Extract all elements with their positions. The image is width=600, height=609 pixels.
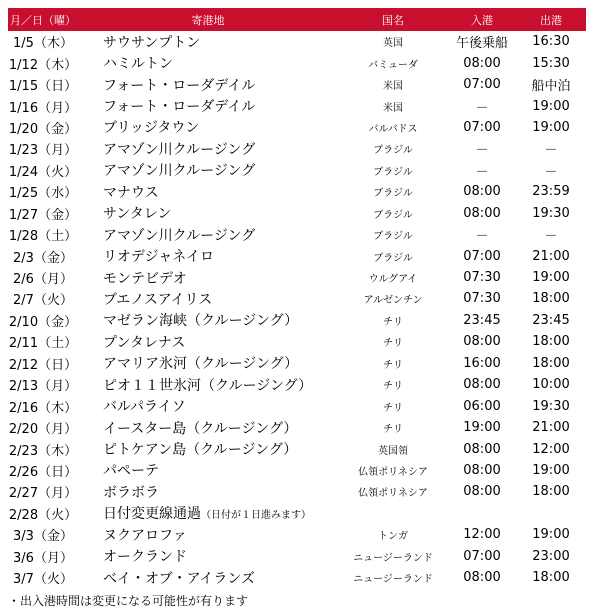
row-country: チリ xyxy=(383,359,403,371)
row-depart: 21:00 xyxy=(532,248,570,264)
row-port xyxy=(78,160,338,180)
row-country: ブラジル xyxy=(373,252,413,264)
row-date: 2/11（土） xyxy=(8,336,78,352)
row-date: 1/16（月） xyxy=(8,100,78,116)
row-depart: 19:00 xyxy=(532,270,570,286)
row-port xyxy=(78,32,338,52)
row-country: 米国 xyxy=(383,102,403,114)
row-date: 1/12（木） xyxy=(8,57,78,73)
row-depart: 12:00 xyxy=(532,441,570,457)
row-arrive: 08:00 xyxy=(463,484,501,500)
row-arrive: 08:00 xyxy=(463,55,501,71)
row-port xyxy=(78,353,338,373)
row-date: 1/20（金） xyxy=(8,121,78,137)
row-arrive: 06:00 xyxy=(463,398,501,414)
row-arrive: 07:00 xyxy=(463,77,501,93)
row-date: 2/10（金） xyxy=(8,314,78,330)
row-port xyxy=(78,182,338,202)
row-depart: 19:30 xyxy=(532,398,570,414)
table-row xyxy=(8,331,586,352)
row-port xyxy=(78,482,338,502)
row-port xyxy=(78,503,338,523)
row-depart: 21:00 xyxy=(532,420,570,436)
row-port-name: アマリア氷河（クルージング） xyxy=(103,356,299,373)
row-port-name: ベイ・オブ・アイランズ xyxy=(103,570,255,587)
row-country: ブラジル xyxy=(373,231,413,243)
row-port xyxy=(78,96,338,116)
row-country: ブラジル xyxy=(373,209,413,221)
row-port-note: （日付が１日進みます） xyxy=(201,510,311,522)
table-row xyxy=(8,224,586,245)
row-depart: 19:00 xyxy=(532,462,570,478)
row-port-name: プンタレナス xyxy=(103,334,186,351)
row-arrive: 07:30 xyxy=(463,270,501,286)
row-date: 3/7（火） xyxy=(13,572,73,588)
row-date: 1/5（木） xyxy=(13,36,73,52)
row-port xyxy=(78,268,338,288)
row-depart: 23:45 xyxy=(532,312,570,328)
row-port-name: ボラボラ xyxy=(103,484,159,501)
row-depart: － xyxy=(544,229,558,245)
table-row xyxy=(8,95,586,116)
row-country: ニュージーランド xyxy=(353,552,433,564)
row-arrive: 08:00 xyxy=(463,462,501,478)
row-port-name: バルパライソ xyxy=(103,399,186,416)
row-arrive: 08:00 xyxy=(463,570,501,586)
row-port xyxy=(78,418,338,438)
row-depart: 19:00 xyxy=(532,527,570,543)
row-port xyxy=(78,310,338,330)
row-arrive: 午後乗船 xyxy=(455,36,508,52)
row-port-name: サウサンプトン xyxy=(103,34,201,51)
row-country: ブラジル xyxy=(373,188,413,200)
row-date: 1/24（火） xyxy=(8,164,78,180)
row-depart: 18:00 xyxy=(532,291,570,307)
row-date: 1/27（金） xyxy=(8,207,78,223)
row-port xyxy=(78,460,338,480)
row-port-name: ハミルトン xyxy=(103,56,173,73)
row-port-name: ブリッジタウン xyxy=(103,120,200,137)
table-row xyxy=(8,288,586,309)
table-row xyxy=(8,181,586,202)
table-row xyxy=(8,160,586,181)
row-country: チリ xyxy=(383,402,403,414)
row-depart: － xyxy=(544,164,558,180)
row-country: ブラジル xyxy=(373,145,413,157)
row-arrive: － xyxy=(475,143,489,159)
row-port xyxy=(78,439,338,459)
row-country: ウルグアイ xyxy=(368,274,418,286)
row-port-name: フォート・ローダデイル xyxy=(103,99,256,116)
row-depart: 15:30 xyxy=(532,55,570,71)
row-port xyxy=(78,53,338,73)
row-port-name: ピトケアン島（クルージング） xyxy=(103,442,298,459)
header-date: 月／日（曜） xyxy=(10,13,76,27)
table-row xyxy=(8,567,586,588)
header-arrive: 入港 xyxy=(471,13,493,27)
row-depart: 18:00 xyxy=(532,334,570,350)
row-arrive: 12:00 xyxy=(463,527,501,543)
row-port-name: アマゾン川クルージング xyxy=(103,227,256,244)
table-row xyxy=(8,138,586,159)
row-arrive: 07:00 xyxy=(463,548,501,564)
row-country: ニュージーランド xyxy=(353,574,433,586)
row-port-name: マゼラン海峡（クルージング） xyxy=(103,313,299,330)
row-port xyxy=(78,225,338,245)
table-row xyxy=(8,74,586,95)
row-depart: 16:30 xyxy=(532,34,570,50)
table-row xyxy=(8,310,586,331)
row-country: チリ xyxy=(383,338,403,350)
row-date: 2/7（火） xyxy=(13,293,73,309)
row-arrive: － xyxy=(475,164,489,180)
header-port: 寄港地 xyxy=(191,13,225,27)
row-country: チリ xyxy=(383,316,403,328)
row-country: トンガ xyxy=(378,531,408,543)
row-arrive: － xyxy=(475,229,489,245)
row-port-name: マナウス xyxy=(103,184,159,201)
row-arrive: 07:30 xyxy=(463,291,501,307)
row-port-name: ブエノスアイリス xyxy=(103,291,213,308)
row-date: 2/26（日） xyxy=(8,464,78,480)
row-port-name: フォート・ローダデイル xyxy=(103,77,256,94)
row-depart: 23:59 xyxy=(532,184,570,200)
row-port-name: パペーテ xyxy=(103,463,159,480)
row-country: 英国 xyxy=(383,38,403,50)
header-country: 国名 xyxy=(382,13,404,27)
row-port-name: アマゾン川クルージング xyxy=(103,163,256,180)
row-country: 米国 xyxy=(383,81,403,93)
row-depart: 18:00 xyxy=(532,484,570,500)
row-port xyxy=(78,546,338,566)
table-row xyxy=(8,460,586,481)
table-row xyxy=(8,267,586,288)
table-row xyxy=(8,524,586,545)
table-header xyxy=(8,8,586,31)
row-port-name: リオデジャネイロ xyxy=(103,249,215,266)
header-depart: 出港 xyxy=(540,13,562,27)
row-port xyxy=(78,139,338,159)
row-date: 1/28（土） xyxy=(8,229,78,245)
row-date: 2/27（月） xyxy=(8,486,78,502)
row-arrive: － xyxy=(475,100,489,116)
row-date: 1/15（日） xyxy=(8,79,78,95)
table-row xyxy=(8,203,586,224)
row-depart: － xyxy=(544,143,558,159)
row-arrive: 19:00 xyxy=(463,420,501,436)
itinerary-table xyxy=(8,8,586,588)
row-date: 2/12（日） xyxy=(8,357,78,373)
row-country: バルバドス xyxy=(368,123,418,135)
row-country: 仏領ポリネシア xyxy=(358,466,428,478)
row-arrive: 08:00 xyxy=(463,441,501,457)
row-date: 2/16（木） xyxy=(8,400,78,416)
row-date: 1/25（水） xyxy=(8,186,78,202)
footnote: ・出入港時間は変更になる可能性が有ります xyxy=(8,594,249,608)
table-row xyxy=(8,546,586,567)
row-arrive: 23:45 xyxy=(463,312,501,328)
row-country: バミューダ xyxy=(368,59,418,71)
row-country: チリ xyxy=(383,381,403,393)
row-port xyxy=(78,75,338,95)
row-date: 1/23（月） xyxy=(8,143,78,159)
table-row xyxy=(8,52,586,73)
row-port-name: ピオ１１世氷河（クルージング） xyxy=(103,377,313,394)
table-row xyxy=(8,417,586,438)
row-arrive: 08:00 xyxy=(463,377,501,393)
row-port xyxy=(78,246,338,266)
row-country: 仏領ポリネシア xyxy=(358,488,428,500)
table-row xyxy=(8,31,586,52)
row-depart: 19:00 xyxy=(532,119,570,135)
row-arrive: 16:00 xyxy=(463,355,501,371)
row-date: 2/20（月） xyxy=(8,422,78,438)
row-port xyxy=(78,203,338,223)
table-row xyxy=(8,438,586,459)
table-row xyxy=(8,117,586,138)
row-depart: 23:00 xyxy=(532,548,570,564)
table-body xyxy=(8,31,586,588)
row-arrive: 08:00 xyxy=(463,205,501,221)
row-arrive: 08:00 xyxy=(463,184,501,200)
row-depart: 18:00 xyxy=(532,355,570,371)
row-port-name: モンテビデオ xyxy=(103,270,187,287)
table-row xyxy=(8,374,586,395)
row-date: 3/6（月） xyxy=(13,550,73,566)
table-row xyxy=(8,395,586,416)
table-row xyxy=(8,353,586,374)
row-port xyxy=(78,332,338,352)
row-depart: 船中泊 xyxy=(531,79,571,95)
row-port-name: オークランド xyxy=(103,549,187,566)
row-depart: 10:00 xyxy=(532,377,570,393)
row-country: チリ xyxy=(383,424,403,436)
row-arrive: 07:00 xyxy=(463,248,501,264)
row-port xyxy=(78,289,338,309)
row-country: アルゼンチン xyxy=(363,295,423,307)
table-row xyxy=(8,245,586,266)
row-country: ブラジル xyxy=(373,166,413,178)
row-country: 英国領 xyxy=(378,445,408,457)
row-depart: 19:00 xyxy=(532,98,570,114)
row-port xyxy=(78,375,338,395)
row-port xyxy=(78,568,338,588)
row-arrive: 08:00 xyxy=(463,334,501,350)
row-port xyxy=(78,525,338,545)
row-date: 2/13（月） xyxy=(8,379,78,395)
row-port xyxy=(78,117,338,137)
row-depart: 18:00 xyxy=(532,570,570,586)
table-row xyxy=(8,503,586,524)
row-port-name: イースター島（クルージング） xyxy=(103,420,298,437)
row-date: 3/3（金） xyxy=(13,529,73,545)
row-port-name: 日付変更線通過 xyxy=(103,506,201,523)
row-date: 2/6（月） xyxy=(13,272,73,288)
row-depart: 19:30 xyxy=(532,205,570,221)
row-port xyxy=(78,396,338,416)
row-port-name: サンタレン xyxy=(103,206,172,223)
row-date: 2/23（木） xyxy=(8,443,78,459)
row-port-name: ヌクアロファ xyxy=(103,527,187,544)
table-row xyxy=(8,481,586,502)
row-port-name: アマゾン川クルージング xyxy=(103,141,256,158)
row-date: 2/28（火） xyxy=(8,507,78,523)
row-date: 2/3（金） xyxy=(13,250,73,266)
row-arrive: 07:00 xyxy=(463,119,501,135)
